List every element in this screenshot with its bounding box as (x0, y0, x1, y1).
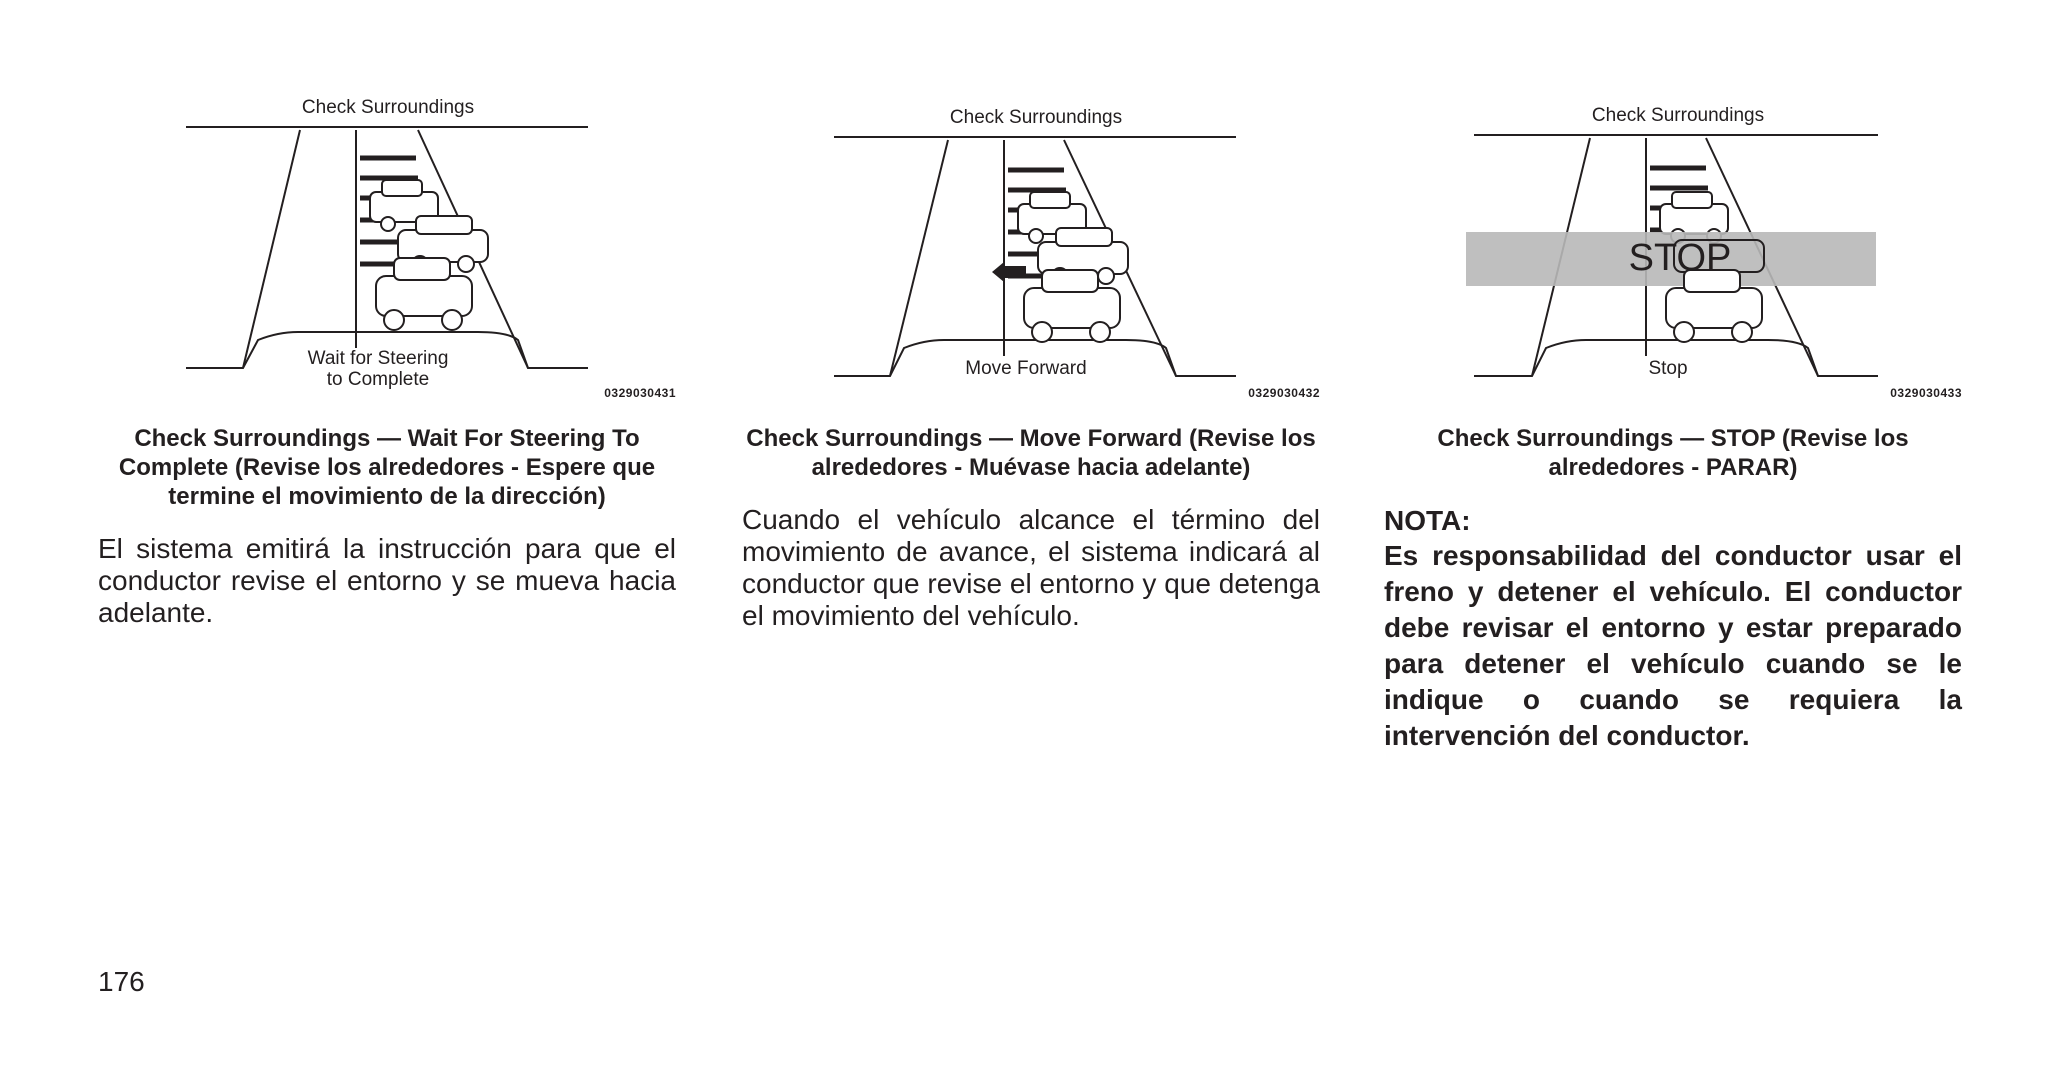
figure-top-label: Check Surroundings (301, 97, 475, 118)
stop-banner-label: STOP (1628, 237, 1732, 279)
figure-move-forward (742, 80, 1320, 410)
figure-wait-for-steering (98, 80, 676, 410)
column-wait-for-steering (98, 80, 676, 629)
figure-top-label: Check Surroundings (949, 107, 1123, 128)
figure-caption: Check Surroundings — Move Forward (Revise los alrededores - Muévase hacia adelante) (746, 425, 1316, 481)
arrow-left-icon (992, 262, 1026, 282)
figure-code: 0329030432 (1248, 386, 1320, 400)
note-text: Es responsabilidad del conductor usar el freno y detener el vehículo. El conductor debe revisar el entorno y estar preparado para detener el vehículo cuando se le indique o cuando se requiera la intervención del conductor. (1384, 540, 1962, 751)
page-number: 176 (98, 966, 145, 997)
body-paragraph: Cuando el vehículo alcance el término del movimiento de avance, el sistema indicará al conductor que revise el entorno y que detenga el movimiento del vehículo. (742, 504, 1320, 631)
vehicle-icon (376, 258, 472, 330)
figure-bottom-label: Wait for Steering to Complete (307, 348, 449, 390)
figure-bottom-label: Move Forward (965, 358, 1087, 379)
figure-top-label: Check Surroundings (1591, 105, 1765, 126)
figure-code: 0329030433 (1890, 386, 1962, 400)
figure-caption: Check Surroundings — STOP (Revise los alrededores - PARAR) (1437, 425, 1909, 481)
column-move-forward (742, 80, 1320, 632)
figure-code: 0329030431 (604, 386, 676, 400)
body-paragraph: El sistema emitirá la instrucción para que el conductor revise el entorno y se mueva hacia adelante. (98, 533, 676, 628)
figure-caption: Check Surroundings — Wait For Steering To Complete (Revise los alrededores - Espere que termine el movimiento de la dirección) (118, 425, 656, 510)
figure-stop (1384, 80, 1962, 410)
note-title: NOTA: (1384, 505, 1471, 536)
column-stop (1384, 80, 1962, 754)
figure-bottom-label: Stop (1648, 358, 1688, 379)
